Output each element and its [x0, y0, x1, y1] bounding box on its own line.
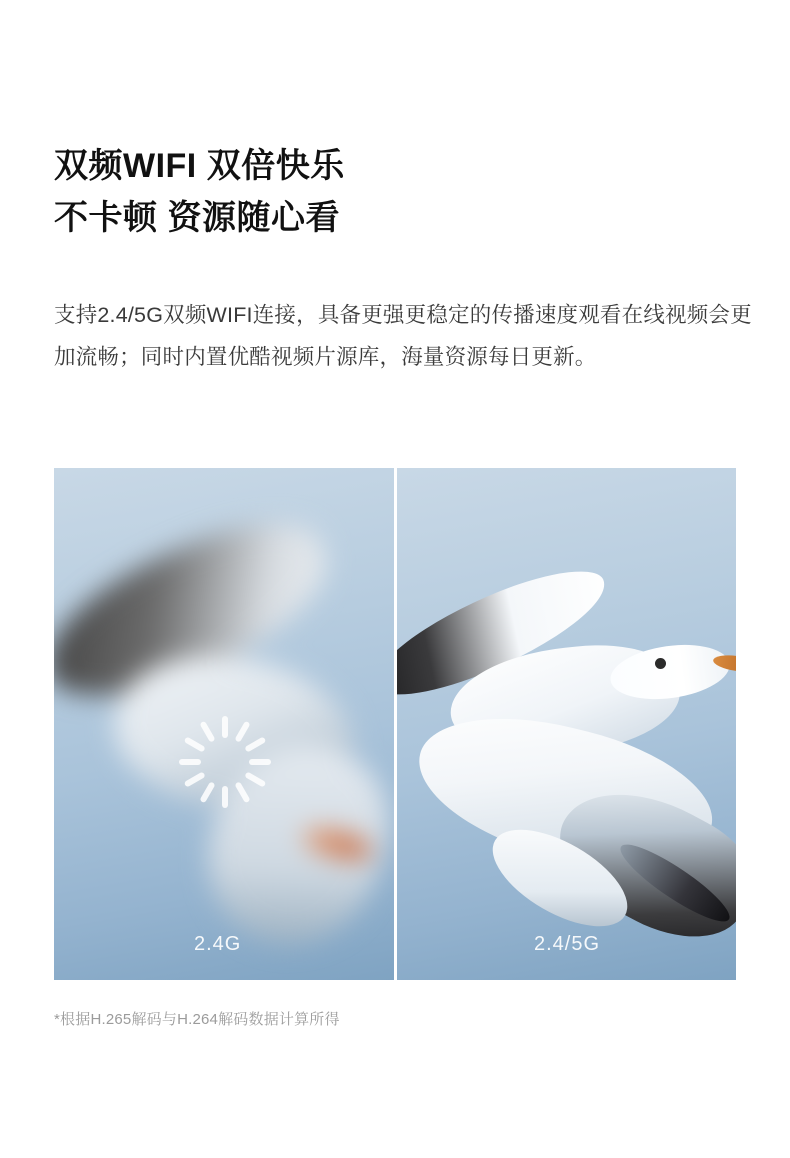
comparison-pane-left	[54, 468, 395, 980]
headline-line-1: 双频WIFI 双倍快乐	[54, 147, 345, 185]
sharp-bird-graphic	[395, 588, 736, 980]
comparison-image	[54, 468, 736, 980]
label-2-4g: 2.4G	[194, 933, 242, 955]
comparison-divider	[394, 468, 397, 980]
bird-eye-sharp	[655, 658, 666, 669]
loading-spinner-icon	[179, 716, 271, 808]
label-2-4g-5g: 2.4/5G	[534, 933, 601, 955]
headline-block	[54, 140, 754, 244]
footnote-text: *根据H.265解码与H.264解码数据计算所得	[54, 1011, 340, 1028]
description-paragraph: 支持2.4/5G双频WIFI连接，具备更强更稳定的传播速度观看在线视频会更加流畅；同时内置优酷视频片源库，海量资源每日更新。	[54, 302, 752, 369]
comparison-pane-right	[395, 468, 736, 980]
headline-line-2: 不卡顿 资源随心看	[54, 199, 340, 237]
